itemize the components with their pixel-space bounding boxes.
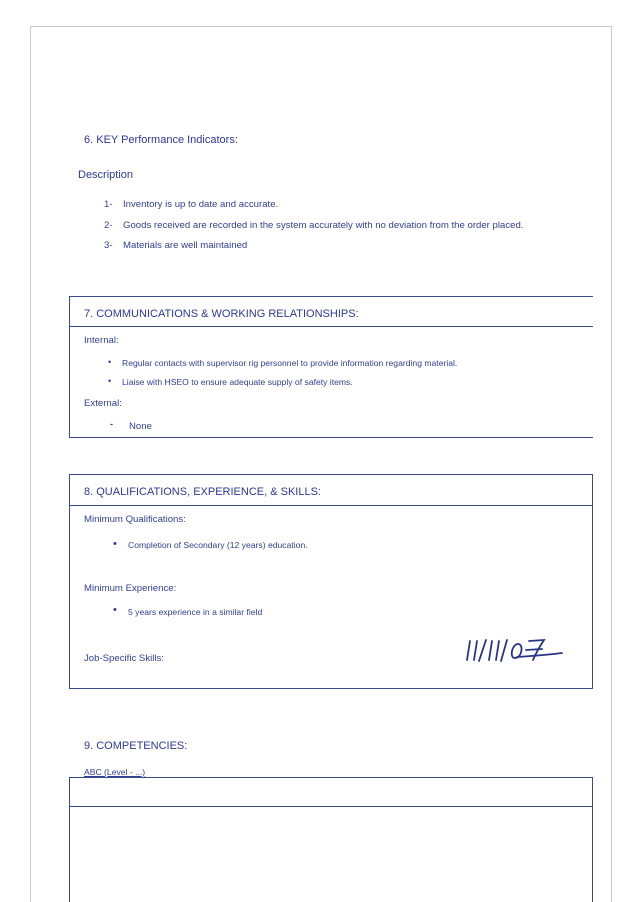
section7-header-divider	[69, 326, 593, 327]
section7-top-border	[69, 296, 593, 297]
kpi-number: 2-	[104, 220, 113, 231]
min-exp-item: 5 years experience in a similar field	[128, 607, 263, 617]
internal-label: Internal:	[84, 335, 119, 346]
bullet-icon: •	[113, 604, 117, 616]
dash-icon: -	[110, 419, 113, 429]
section9-title: 9. COMPETENCIES:	[84, 740, 188, 752]
kpi-number: 3-	[104, 240, 113, 251]
internal-item: Regular contacts with supervisor rig personnel to provide information regarding material.	[122, 358, 458, 368]
kpi-number: 1-	[104, 199, 113, 210]
kpi-item: Inventory is up to date and accurate.	[123, 199, 279, 210]
description-label: Description	[78, 169, 134, 181]
section8-header-divider	[69, 505, 593, 506]
section9-subtitle: ABC (Level - ...)	[84, 767, 146, 777]
external-label: External:	[84, 398, 122, 409]
kpi-item: Goods received are recorded in the system accurately with no deviation from the order placed.	[123, 220, 524, 231]
job-skills-label: Job-Specific Skills:	[84, 653, 164, 664]
min-qual-label: Minimum Qualifications:	[84, 514, 186, 525]
section9-left-border	[69, 777, 70, 902]
bullet-icon: •	[113, 538, 117, 550]
min-qual-item: Completion of Secondary (12 years) education.	[128, 540, 308, 550]
bullet-icon: •	[108, 376, 112, 386]
section6-title: 6. KEY Performance Indicators:	[84, 134, 238, 146]
section8-title: 8. QUALIFICATIONS, EXPERIENCE, & SKILLS:	[84, 486, 321, 498]
section7-title: 7. COMMUNICATIONS & WORKING RELATIONSHIPS:	[84, 308, 359, 320]
internal-item: Liaise with HSEO to ensure adequate supply of safety items.	[122, 377, 353, 387]
section9-top-border	[69, 777, 593, 778]
min-exp-label: Minimum Experience:	[84, 583, 177, 594]
external-item: None	[129, 421, 152, 432]
section9-right-border	[592, 777, 593, 902]
bullet-icon: •	[108, 357, 112, 367]
handwritten-date-signature	[462, 636, 566, 666]
kpi-item: Materials are well maintained	[123, 240, 248, 251]
section9-header-divider	[69, 806, 593, 807]
